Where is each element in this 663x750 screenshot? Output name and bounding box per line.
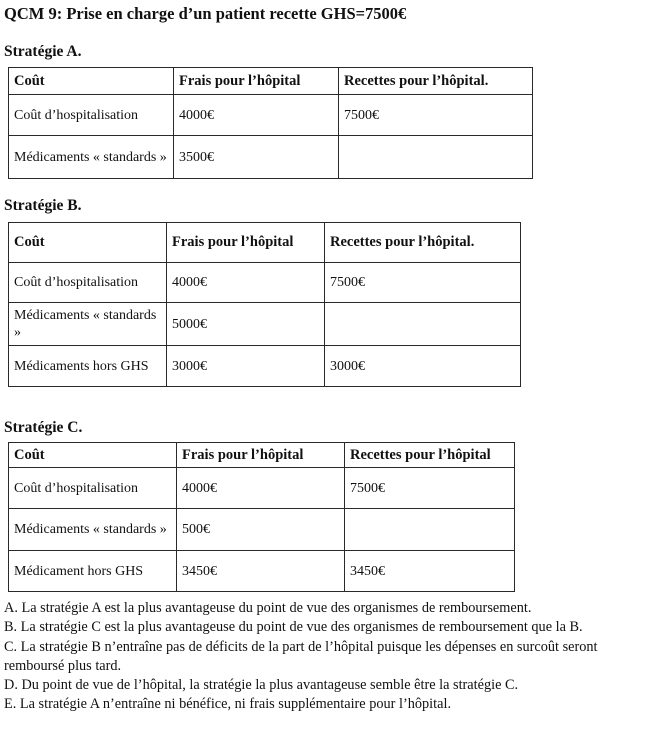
strategy-a-table: [8, 67, 533, 179]
header-cell: Recettes pour l’hôpital.: [325, 223, 521, 263]
header-cell: Recettes pour l’hôpital.: [339, 68, 533, 95]
answer-d: D. Du point de vue de l’hôpital, la stratégie la plus avantageuse semble être la stratégie C.: [4, 677, 519, 694]
table-row: [9, 303, 521, 346]
strategy-a-label: Stratégie A.: [4, 43, 82, 60]
answer-e: E. La stratégie A n’entraîne ni bénéfice, ni frais supplémentaire pour l’hôpital.: [4, 696, 452, 713]
table-header-row: [9, 443, 515, 468]
table-cell: 3000€: [167, 346, 325, 387]
table-row: [9, 551, 515, 592]
table-cell: Médicaments « standards »: [9, 136, 174, 179]
table-header-row: [9, 223, 521, 263]
header-cell: Coût: [9, 443, 177, 468]
table-row: [9, 95, 533, 136]
header-cell: Frais pour l’hôpital: [177, 443, 345, 468]
table-cell: Médicaments hors GHS: [9, 346, 167, 387]
table-row: [9, 136, 533, 179]
table-cell: 3000€: [325, 346, 521, 387]
table-cell: 4000€: [174, 95, 339, 136]
table-cell: 5000€: [167, 303, 325, 346]
table-cell: 500€: [177, 509, 345, 551]
table-cell: [345, 509, 515, 551]
table-cell: 7500€: [345, 468, 515, 509]
question-title: QCM 9: Prise en charge d’un patient recette GHS=7500€: [4, 4, 407, 23]
table-cell: Coût d’hospitalisation: [9, 95, 174, 136]
header-cell: Coût: [9, 68, 174, 95]
table-cell: 4000€: [167, 263, 325, 303]
table-cell: 4000€: [177, 468, 345, 509]
table-cell: 7500€: [339, 95, 533, 136]
strategy-b-label: Stratégie B.: [4, 197, 82, 214]
strategy-c-label: Stratégie C.: [4, 419, 83, 436]
answer-c: C. La stratégie B n’entraîne pas de déficits de la part de l’hôpital puisque les dépenses en surcoût seront remboursé plus tard.: [4, 638, 598, 674]
table-row: [9, 346, 521, 387]
table-cell: 3500€: [174, 136, 339, 179]
header-cell: Recettes pour l’hôpital: [345, 443, 515, 468]
answer-list: [4, 599, 660, 715]
header-cell: Frais pour l’hôpital: [174, 68, 339, 95]
header-cell: Coût: [9, 223, 167, 263]
table-cell: Médicament hors GHS: [9, 551, 177, 592]
table-row: [9, 468, 515, 509]
table-header-row: [9, 68, 533, 95]
header-cell: Frais pour l’hôpital: [167, 223, 325, 263]
table-cell: Médicaments « standards »: [9, 509, 177, 551]
table-cell: Médicaments « standards »: [9, 303, 167, 346]
strategy-b-table: [8, 222, 521, 387]
table-cell: [339, 136, 533, 179]
answer-a: A. La stratégie A est la plus avantageuse du point de vue des organismes de remboursement.: [4, 600, 532, 616]
table-cell: 3450€: [345, 551, 515, 592]
table-cell: Coût d’hospitalisation: [9, 263, 167, 303]
table-row: [9, 263, 521, 303]
table-cell: [325, 303, 521, 346]
table-row: [9, 509, 515, 551]
strategy-c-table: [8, 442, 515, 592]
answer-b: B. La stratégie C est la plus avantageuse du point de vue des organismes de remboursement que la B.: [4, 619, 583, 636]
table-cell: Coût d’hospitalisation: [9, 468, 177, 509]
table-cell: 3450€: [177, 551, 345, 592]
table-cell: 7500€: [325, 263, 521, 303]
